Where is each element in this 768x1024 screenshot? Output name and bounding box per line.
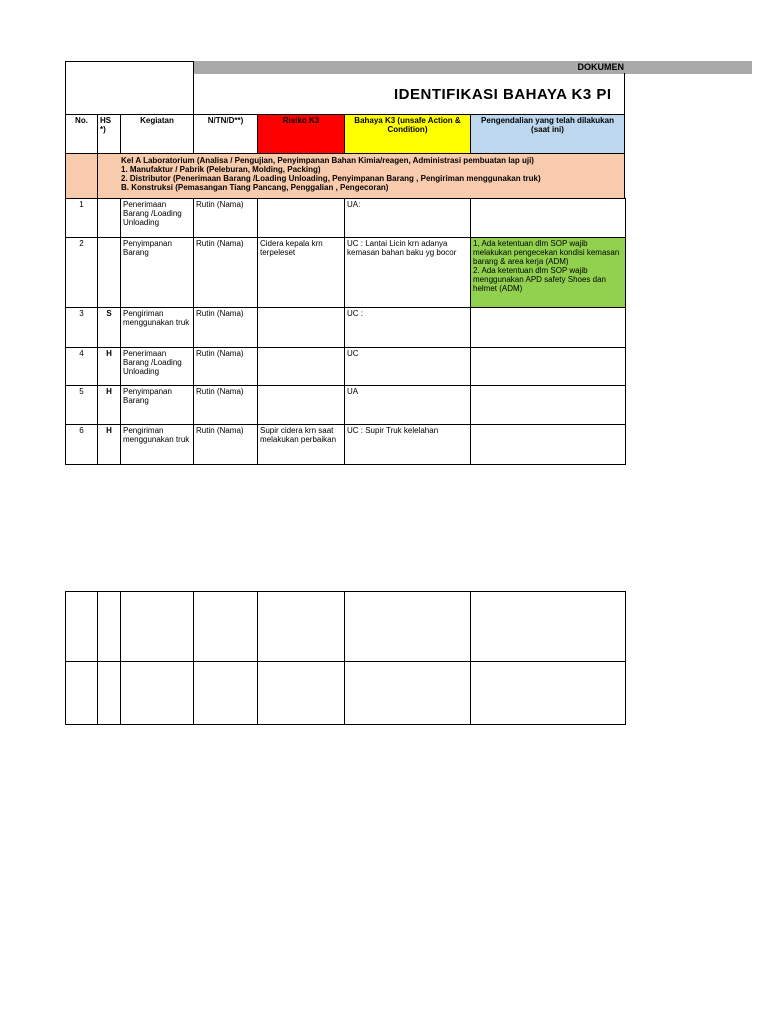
row-ntnd: Rutin (Nama) [193,347,258,386]
col-header-risiko: Risiko K3 [257,114,345,154]
row-risiko: Supir cidera krn saat melakukan perbaikan [257,424,345,465]
logo-cell [65,61,194,115]
empty-cell [257,591,345,662]
empty-cell [65,661,98,725]
row-kegiatan: Pengiriman menggunakan truk [120,307,194,348]
row-ntnd: Rutin (Nama) [193,237,258,308]
empty-cell [470,591,626,662]
row-no: 2 [65,237,98,308]
row-bahaya: UA [344,385,471,425]
col-header-ntnd: N/TN/D**) [193,114,258,154]
row-ntnd: Rutin (Nama) [193,198,258,238]
row-bahaya: UC [344,347,471,386]
row-bahaya: UC : Lantai Licin krn adanya kemasan bahan baku yg bocor [344,237,471,308]
empty-cell [120,661,194,725]
row-bahaya: UC : Supir Truk kelelahan [344,424,471,465]
empty-cell [344,661,471,725]
row-hs: S [97,307,121,348]
row-risiko [257,198,345,238]
row-risiko [257,307,345,348]
row-hs [97,237,121,308]
empty-cell [470,661,626,725]
empty-cell [193,591,258,662]
row-kegiatan: Penerimaan Barang /Loading Unloading [120,198,194,238]
col-header-hs: HS *) [97,114,121,154]
document-label: DOKUMEN [577,62,624,72]
empty-cell [65,591,98,662]
row-risiko [257,347,345,386]
row-bahaya: UA: [344,198,471,238]
row-kegiatan: Penerimaan Barang /Loading Unloading [120,347,194,386]
row-kegiatan: Penyimpanan Barang [120,385,194,425]
empty-cell [97,591,121,662]
group-row-left [65,153,98,199]
row-hs: H [97,424,121,465]
row-kegiatan: Pengiriman menggunakan truk [120,424,194,465]
group-line-0: Kel A Laboratorium (Analisa / Pengujian, Penyimpanan Bahan Kimia/reagen, Administrasi pembuatan lap uji) [121,156,534,165]
row-pengendalian [470,307,626,348]
row-no: 4 [65,347,98,386]
row-hs: H [97,385,121,425]
row-pengendalian [470,198,626,238]
row-ntnd: Rutin (Nama) [193,424,258,465]
col-header-kegiatan: Kegiatan [120,114,194,154]
col-header-bahaya: Bahaya K3 (unsafe Action & Condition) [344,114,471,154]
row-pengendalian [470,385,626,425]
row-no: 6 [65,424,98,465]
col-header-pengendalian: Pengendalian yang telah dilakukan (saat ini) [470,114,625,154]
row-kegiatan: Penyimpanan Barang [120,237,194,308]
row-pengendalian [470,347,626,386]
row-pengendalian: 1, Ada ketentuan dlm SOP wajib melakukan pengecekan kondisi kemasan barang & area kerja (ADM) 2. Ada ketentuan dlm SOP wajib menggunakan APD safety Shoes dan helmet (ADM) [470,237,626,308]
row-no: 5 [65,385,98,425]
group-line-3: B. Konstruksi (Pemasangan Tiang Pancang, Penggalian , Pengecoran) [121,183,389,192]
row-pengendalian [470,424,626,465]
col-header-no: No. [65,114,98,154]
empty-cell [193,661,258,725]
row-risiko [257,385,345,425]
group-line-1: 1. Manufaktur / Pabrik (Peleburan, Molding, Packing) [121,165,321,174]
row-no: 1 [65,198,98,238]
row-no: 3 [65,307,98,348]
group-line-2: 2. Distributor (Penerimaan Barang /Loading Unloading, Penyimpanan Barang , Pengiriman menggunakan truk) [121,174,541,183]
row-ntnd: Rutin (Nama) [193,307,258,348]
row-hs: H [97,347,121,386]
row-bahaya: UC : [344,307,471,348]
empty-cell [257,661,345,725]
group-row-description [97,153,625,199]
row-risiko: Cidera kepala krn terpeleset [257,237,345,308]
row-ntnd: Rutin (Nama) [193,385,258,425]
row-hs [97,198,121,238]
empty-cell [97,661,121,725]
page-title: IDENTIFIKASI BAHAYA K3 PI [394,86,612,103]
empty-cell [120,591,194,662]
empty-cell [344,591,471,662]
